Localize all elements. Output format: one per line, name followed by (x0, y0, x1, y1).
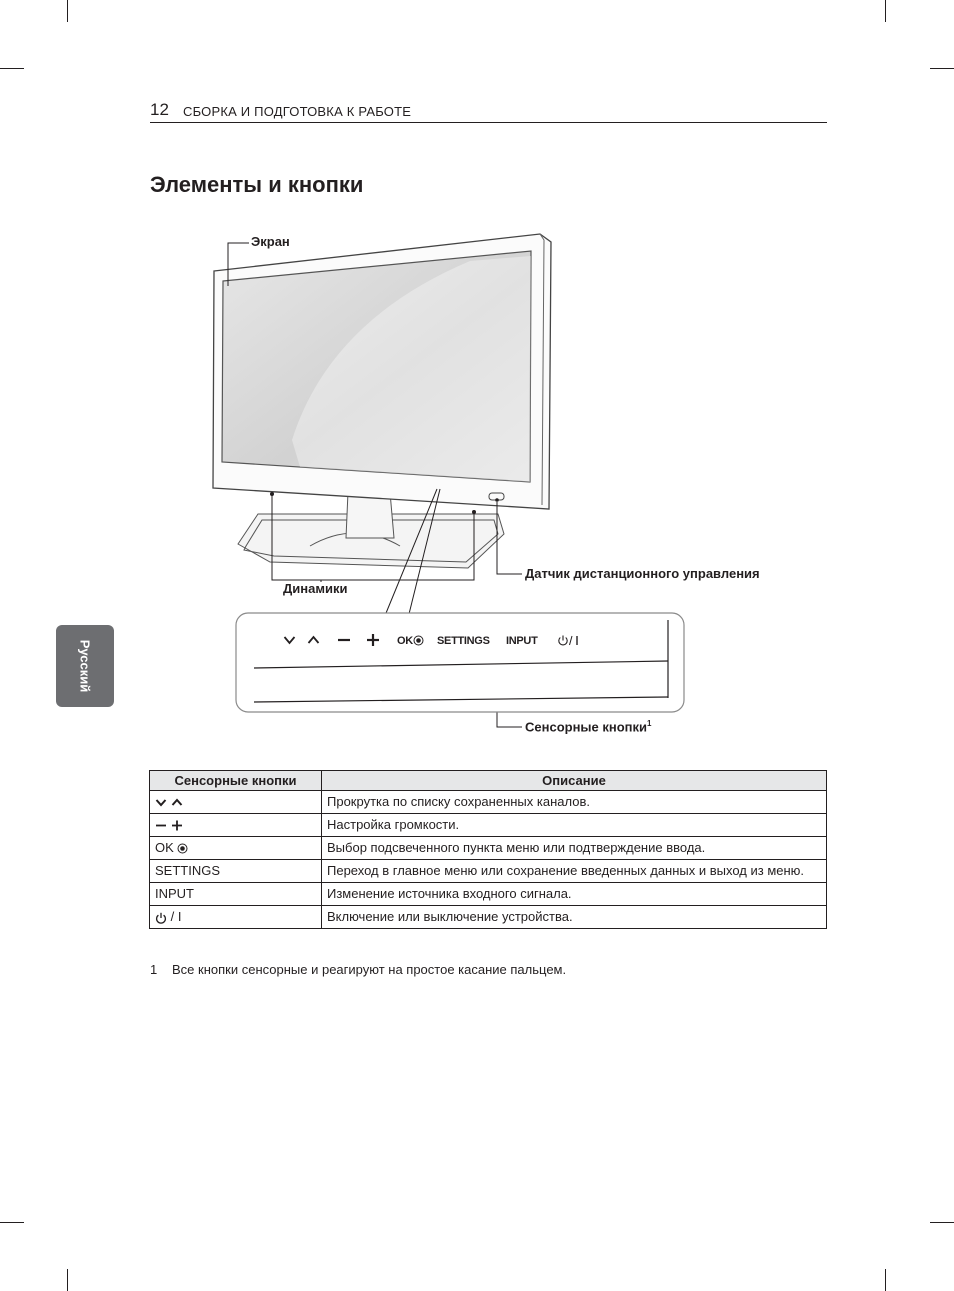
button-strip-zoom (236, 613, 684, 712)
crop-mark (930, 1222, 954, 1223)
table-row (150, 906, 827, 929)
crop-mark (885, 1269, 886, 1291)
table-header-description: Описание (322, 771, 827, 791)
table-row (150, 860, 827, 883)
settings-button[interactable]: SETTINGS (437, 635, 490, 647)
touch-buttons-table (149, 770, 827, 929)
description-cell: Включение или выключение устройства. (322, 906, 827, 929)
minus-icon[interactable] (337, 633, 351, 647)
ok-target-icon (413, 635, 424, 646)
plus-icon[interactable] (366, 633, 380, 647)
table-row (150, 791, 827, 814)
minus-icon (155, 820, 167, 831)
touch-buttons-label-text: Сенсорные кнопки (525, 719, 648, 735)
plus-icon (171, 820, 183, 831)
chevron-up-icon[interactable] (307, 633, 320, 647)
speakers-label: Динамики (283, 581, 348, 596)
input-button[interactable]: INPUT (506, 635, 538, 647)
ok-button[interactable]: OK (397, 635, 413, 647)
button-key: SETTINGS (155, 863, 221, 878)
button-cell (150, 883, 322, 906)
section-title: СБОРКА И ПОДГОТОВКА К РАБОТЕ (183, 104, 412, 119)
button-cell (150, 837, 322, 860)
language-tab-label: Русский (77, 639, 93, 693)
table-row (150, 814, 827, 837)
button-cell (150, 814, 322, 837)
table-header-row (150, 771, 827, 791)
screen-label: Экран (251, 234, 290, 249)
description-cell: Выбор подсвеченного пункта меню или подтверждение ввода. (322, 837, 827, 860)
button-key: / I (170, 909, 182, 924)
description-cell: Прокрутка по списку сохраненных каналов. (322, 791, 827, 814)
crop-mark (0, 1222, 24, 1223)
ok-target-icon (177, 843, 188, 854)
button-cell (150, 906, 322, 929)
button-key: INPUT (155, 886, 194, 901)
page-number: 12 (150, 100, 169, 119)
footnote-mark: 1 (647, 719, 652, 728)
description-cell: Настройка громкости. (322, 814, 827, 837)
chevron-down-icon[interactable] (283, 633, 296, 647)
touch-buttons-label (525, 719, 651, 734)
table-row (150, 883, 827, 906)
description-cell: Изменение источника входного сигнала. (322, 883, 827, 906)
description-cell: Переход в главное меню или сохранение введенных данных и выход из меню. (322, 860, 827, 883)
page-title: Элементы и кнопки (150, 172, 364, 197)
crop-mark (67, 1269, 68, 1291)
button-cell (150, 791, 322, 814)
footnote-number: 1 (150, 962, 158, 977)
chevron-up-icon (171, 797, 183, 808)
button-key: OK (155, 840, 174, 855)
power-icon[interactable] (557, 634, 581, 647)
remote-sensor-label: Датчик дистанционного управления (525, 566, 760, 581)
power-icon (155, 912, 167, 924)
table-header-buttons: Сенсорные кнопки (150, 771, 322, 791)
table-row (150, 837, 827, 860)
chevron-down-icon (155, 797, 167, 808)
button-cell (150, 860, 322, 883)
footnote-text: Все кнопки сенсорные и реагируют на простое касание пальцем. (172, 962, 567, 977)
